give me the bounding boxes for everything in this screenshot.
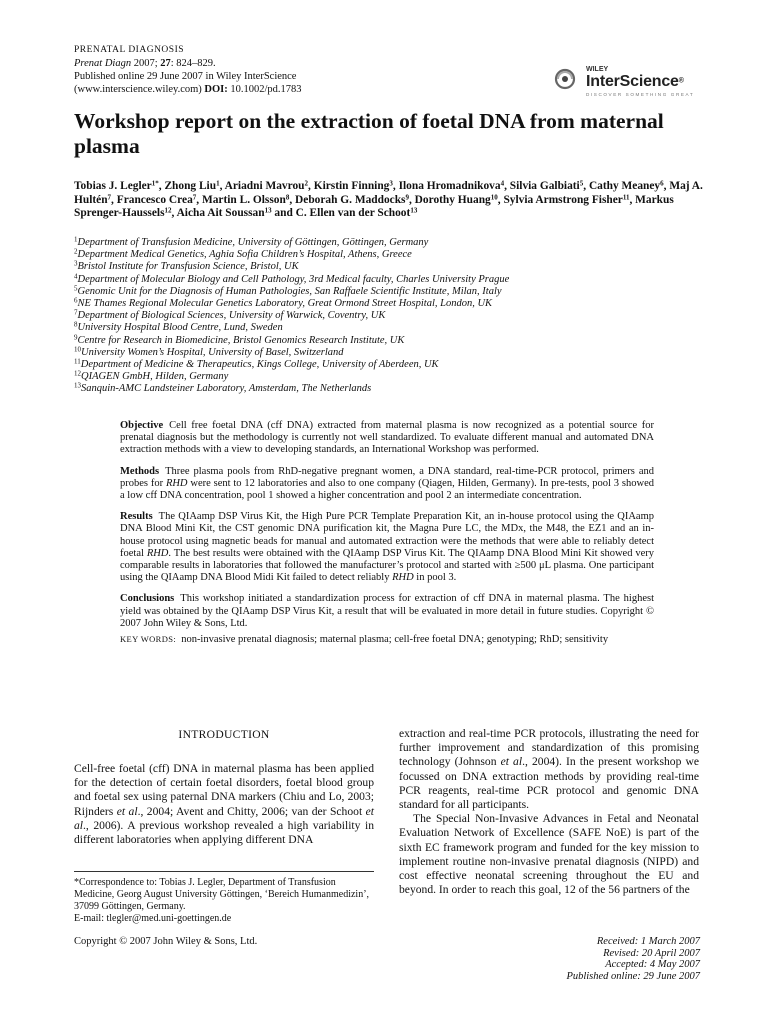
author-affiliation-mark: 5 xyxy=(579,179,584,188)
author: Markus Sprenger-Haussels xyxy=(74,193,674,220)
author-affiliation-mark: 7 xyxy=(192,193,197,202)
intro-paragraph-1 xyxy=(74,762,374,847)
affiliation-item xyxy=(74,310,714,322)
intro-left-text-c: ., 2006). A previous workshop revealed a high variability in different laboratories when applying different DNA xyxy=(74,818,374,847)
received-date: Received: 1 March 2007 xyxy=(596,936,700,947)
author: Dorothy Huang xyxy=(414,193,491,206)
abstract-objective xyxy=(120,420,654,457)
affiliation-item xyxy=(74,359,714,371)
journal-citation-year: 2007; xyxy=(133,58,158,69)
author: Maj A. Hultén xyxy=(74,180,703,206)
affiliation-list xyxy=(74,237,714,396)
correspondence-email[interactable]: E-mail: tlegler@med.uni-goettingen.de xyxy=(74,913,232,924)
author: Martin L. Olsson xyxy=(201,193,286,206)
conclusions-text: This workshop initiated a standardization process for extraction of cff DNA in maternal plasma. The highest yield was obtained by the QIAamp DSP Virus Kit, a result that will be evaluated in more detail in future studies. Copyright © 2007 John Wiley & Sons, Ltd. xyxy=(120,593,654,629)
affiliation-number: 5 xyxy=(74,284,78,293)
results-text-c: in pool 3. xyxy=(413,572,457,584)
intro-left-text-a: Cell-free foetal (cff) DNA in maternal plasma has been applied for the detection of certain foetal disorders, foetal blood group and foetal sex using paternal DNA markers (Chiu and Lo, 2003; Rijnders xyxy=(74,762,374,818)
journal-url-doi xyxy=(74,83,302,96)
affiliation-item xyxy=(74,298,714,310)
abstract-keywords xyxy=(120,633,654,646)
correspondence-text: *Correspondence to: Tobias J. Legler, Department of Transfusion Medicine, Georg August University Göttingen, ‘Bereich Humanmedizin’, 37099 Göttingen, Germany. xyxy=(74,877,370,912)
affiliation-text: Bristol Institute for Transfusion Science, Bristol, UK xyxy=(77,261,299,273)
footnote-rule xyxy=(74,871,374,872)
affiliation-number: 7 xyxy=(74,308,78,317)
introduction-heading: INTRODUCTION xyxy=(178,728,270,741)
journal-header xyxy=(74,44,302,96)
affiliation-item xyxy=(74,335,714,347)
journal-citation-volume: 27 xyxy=(160,58,171,69)
journal-published-line: Published online 29 June 2007 in Wiley InterScience xyxy=(74,71,297,82)
affiliation-number: 2 xyxy=(74,247,78,256)
author-affiliation-mark: 3 xyxy=(389,179,393,188)
doi-label: DOI: xyxy=(204,84,228,95)
affiliation-number: 6 xyxy=(74,296,78,305)
intro-right-text-b: ., 2004). In the present workshop we focussed on DNA extraction methods by providing real-time PCR reagents, real-time PCR protocol and genomic DNA standard for all participants. xyxy=(399,755,699,812)
author-affiliation-mark: 1* xyxy=(151,179,159,188)
keywords-label: KEY WORDS: xyxy=(120,634,177,645)
intro-left-text-b: ., 2004; Avent and Chitty, 2006; van der Schoot xyxy=(137,804,366,818)
author: C. Ellen van der Schoot xyxy=(295,207,411,220)
logo-name xyxy=(586,73,684,91)
author-affiliation-mark: 9 xyxy=(405,193,409,202)
journal-url[interactable]: (www.interscience.wiley.com) xyxy=(74,84,202,95)
results-rhd-1: RHD xyxy=(146,547,169,559)
intro-et-al-3: et al xyxy=(500,755,523,769)
affiliation-item xyxy=(74,261,714,273)
results-text-a: The QIAamp DSP Virus Kit, the High Pure PCR Template Preparation Kit, an in-house protocol using the QIAamp DNA Blood Mini Kit, the CST genomic DNA purification kit, the Magna Pure LC, the MDx, the M48, the EZ1 and an in-house protocol using magnetic beads for manual and automated extraction were the methods that were able to reliably detect foetal xyxy=(120,511,654,559)
logo-swirl-icon xyxy=(554,68,576,90)
affiliation-number: 13 xyxy=(74,381,81,390)
article-history xyxy=(520,936,700,982)
author-affiliation-mark: 13 xyxy=(264,206,272,215)
affiliation-number: 3 xyxy=(74,259,78,268)
affiliation-number: 11 xyxy=(74,357,81,366)
accepted-date: Accepted: 4 May 2007 xyxy=(605,959,700,970)
affiliation-number: 12 xyxy=(74,369,81,378)
results-rhd-2: RHD xyxy=(392,572,414,584)
footer-copyright: Copyright © 2007 John Wiley & Sons, Ltd. xyxy=(74,936,258,947)
affiliation-number: 1 xyxy=(74,235,78,244)
affiliation-text: Department of Molecular Biology and Cell Pathology, 3rd Medical faculty, Charles University Prague xyxy=(77,273,510,285)
author: Deborah G. Maddocks xyxy=(295,193,406,206)
affiliation-item xyxy=(74,237,714,249)
intro-et-al-2: et al xyxy=(74,804,374,832)
author-affiliation-mark: 10 xyxy=(490,193,498,202)
author: Zhong Liu xyxy=(164,180,217,192)
affiliation-text: Department of Medicine & Therapeutics, Kings College, University of Aberdeen, UK xyxy=(80,359,439,371)
affiliation-number: 9 xyxy=(74,333,78,342)
author-affiliation-mark: 12 xyxy=(164,206,172,215)
affiliation-text: Centre for Research in Biomedicine, Bristol Genomics Research Institute, UK xyxy=(77,334,405,346)
intro-right-column xyxy=(399,727,699,897)
affiliation-text: Genomic Unit for the Diagnosis of Human Pathologies, San Raffaele Scientific Institute, Milan, Italy xyxy=(77,285,502,297)
objective-text: Cell free foetal DNA (cff DNA) extracted from maternal plasma is now recognized as a potential source for prenatal diagnosis but the methodology is currently not well standardized. To evaluate different manual and automated DNA extraction methods with a view to developing standards, an International Workshop was performed. xyxy=(120,420,654,456)
author-and: and xyxy=(271,207,296,220)
journal-citation-name: Prenat Diagn xyxy=(74,58,132,69)
abstract-conclusions xyxy=(120,593,654,630)
journal-citation-pages: : 824–829. xyxy=(170,58,216,69)
wiley-interscience-logo xyxy=(554,52,704,102)
logo-name-text: InterScience xyxy=(586,73,679,90)
author: Ilona Hromadnikova xyxy=(398,180,501,192)
affiliation-text: University Hospital Blood Centre, Lund, Sweden xyxy=(77,322,283,334)
author-list: Tobias J. Legler$^{1*}$, Zhong Liu$^1$, Ariadni Mavrou$^2$, Kirstin Finning$^3$, Ilona Hromadnikova$^4$, Silvia Galbiati$^5$, Cathy Meaney$^6$, Maj A. Hultén$^7$, Francesco Crea$^7$, Martin L. Olsson$^8$, Deborah G. Maddocks$^9$, Dorothy Huang$^{10}$, Sylvia Armstrong Fisher$^{11}$, Markus Sprenger-Haussels$^{12}$, Aicha Ait Soussan$^{13}$ and C. Ellen van der Schoot$^{13}$ xyxy=(74,179,703,220)
author-affiliation-mark: 7 xyxy=(107,193,112,202)
journal-citation xyxy=(74,57,302,70)
logo-publisher: WILEY xyxy=(586,66,609,73)
methods-text-b: were sent to 12 laboratories and also to one company (Qiagen, Hilden, Germany). In pre-tests, pool 3 showed a low cff DNA concentration, pool 1 showed a higher concentration and pool 2 an intermediate concentration. xyxy=(120,477,654,502)
affiliation-item xyxy=(74,274,714,286)
author-affiliation-mark: 1 xyxy=(216,179,220,188)
methods-text-a: Three plasma pools from RhD-negative pregnant women, a DNA standard, real-time-PCR protocol, primers and probes for xyxy=(120,465,654,489)
intro-paragraph-1-cont xyxy=(399,727,699,812)
abstract-methods xyxy=(120,466,654,503)
author: Kirstin Finning xyxy=(313,180,390,192)
author: Silvia Galbiati xyxy=(509,180,580,192)
author: Tobias J. Legler xyxy=(74,180,152,192)
affiliation-item xyxy=(74,322,714,334)
author: Cathy Meaney xyxy=(588,180,661,192)
affiliation-text: Department of Biological Sciences, University of Warwick, Coventry, UK xyxy=(77,310,386,322)
affiliation-number: 8 xyxy=(74,320,78,329)
conclusions-label: Conclusions xyxy=(120,593,175,605)
keywords-text: non-invasive prenatal diagnosis; maternal plasma; cell-free foetal DNA; genotyping; RhD; sensitivity xyxy=(181,634,609,646)
objective-label: Objective xyxy=(120,420,164,431)
results-label: Results xyxy=(120,511,153,523)
affiliation-text: QIAGEN GmbH, Hilden, Germany xyxy=(81,371,229,383)
affiliation-item xyxy=(74,286,714,298)
correspondence-footnote xyxy=(74,877,374,925)
logo-tagline: DISCOVER SOMETHING GREAT xyxy=(586,92,695,97)
intro-paragraph-2: The Special Non-Invasive Advances in Fetal and Neonatal Evaluation Network of Excellence (SAFE NoE) is part of the sixth EC framework program and funded for the key mission to implement routine non-invasive prenatal diagnosis (NIPD) and cost effective neonatal screening throughout the EU and beyond. In order to reach this goal, 12 of the 56 partners of the xyxy=(399,812,699,897)
abstract-results xyxy=(120,511,654,584)
affiliation-number: 10 xyxy=(74,345,81,354)
logo-reg-mark: ® xyxy=(678,77,684,85)
intro-right-text-a: extraction and real-time PCR protocols, illustrating the need for further improvement and standardization of this promising technology (Johnson xyxy=(399,727,699,769)
published-date: Published online: 29 June 2007 xyxy=(566,970,700,982)
affiliation-text: University Women’s Hospital, University of Basel, Switzerland xyxy=(81,346,344,358)
author: Sylvia Armstrong Fisher xyxy=(503,193,623,206)
author: Ariadni Mavrou xyxy=(224,180,305,192)
intro-left-column xyxy=(74,762,374,847)
article-title: Workshop report on the extraction of foetal DNA from maternal plasma xyxy=(74,109,664,158)
affiliation-item xyxy=(74,249,714,261)
doi-value[interactable]: 10.1002/pd.1783 xyxy=(230,84,302,95)
author-affiliation-mark: 8 xyxy=(285,193,290,202)
author: Francesco Crea xyxy=(116,193,193,206)
author-affiliation-mark: 13 xyxy=(410,206,418,215)
author-affiliation-mark: 11 xyxy=(622,193,630,202)
revised-date: Revised: 20 April 2007 xyxy=(603,947,700,959)
author: Aicha Ait Soussan xyxy=(176,207,265,220)
affiliation-text: NE Thames Regional Molecular Genetics Laboratory, Great Ormond Street Hospital, London, UK xyxy=(77,298,493,310)
author-affiliation-mark: 2 xyxy=(304,179,308,188)
methods-label: Methods xyxy=(120,465,160,477)
affiliation-text: Department Medical Genetics, Aghia Sofia Children’s Hospital, Athens, Greece xyxy=(77,249,412,261)
author-affiliation-mark: 6 xyxy=(660,179,664,188)
affiliation-item xyxy=(74,347,714,359)
affiliation-text: Department of Transfusion Medicine, University of Göttingen, Göttingen, Germany xyxy=(77,237,429,248)
results-text-b: . The best results were obtained with the QIAamp DSP Virus Kit. The QIAamp DNA Blood Mini Kit showed very comparable results in laboratories that followed the manufacturer’s protocol and started with ≥500 μL plasma. One participant using the QIAamp DNA Blood Midi Kit failed to detect reliably xyxy=(120,547,655,584)
intro-et-al-1: et al xyxy=(116,804,138,818)
author-affiliation-mark: 4 xyxy=(500,179,505,188)
affiliation-item xyxy=(74,371,714,383)
journal-section: PRENATAL DIAGNOSIS xyxy=(74,45,185,55)
methods-rhd: RHD xyxy=(165,477,188,489)
affiliation-text: Sanquin-AMC Landsteiner Laboratory, Amsterdam, The Netherlands xyxy=(81,383,372,395)
affiliation-item xyxy=(74,383,714,395)
abstract xyxy=(120,420,654,655)
affiliation-number: 4 xyxy=(74,272,78,281)
